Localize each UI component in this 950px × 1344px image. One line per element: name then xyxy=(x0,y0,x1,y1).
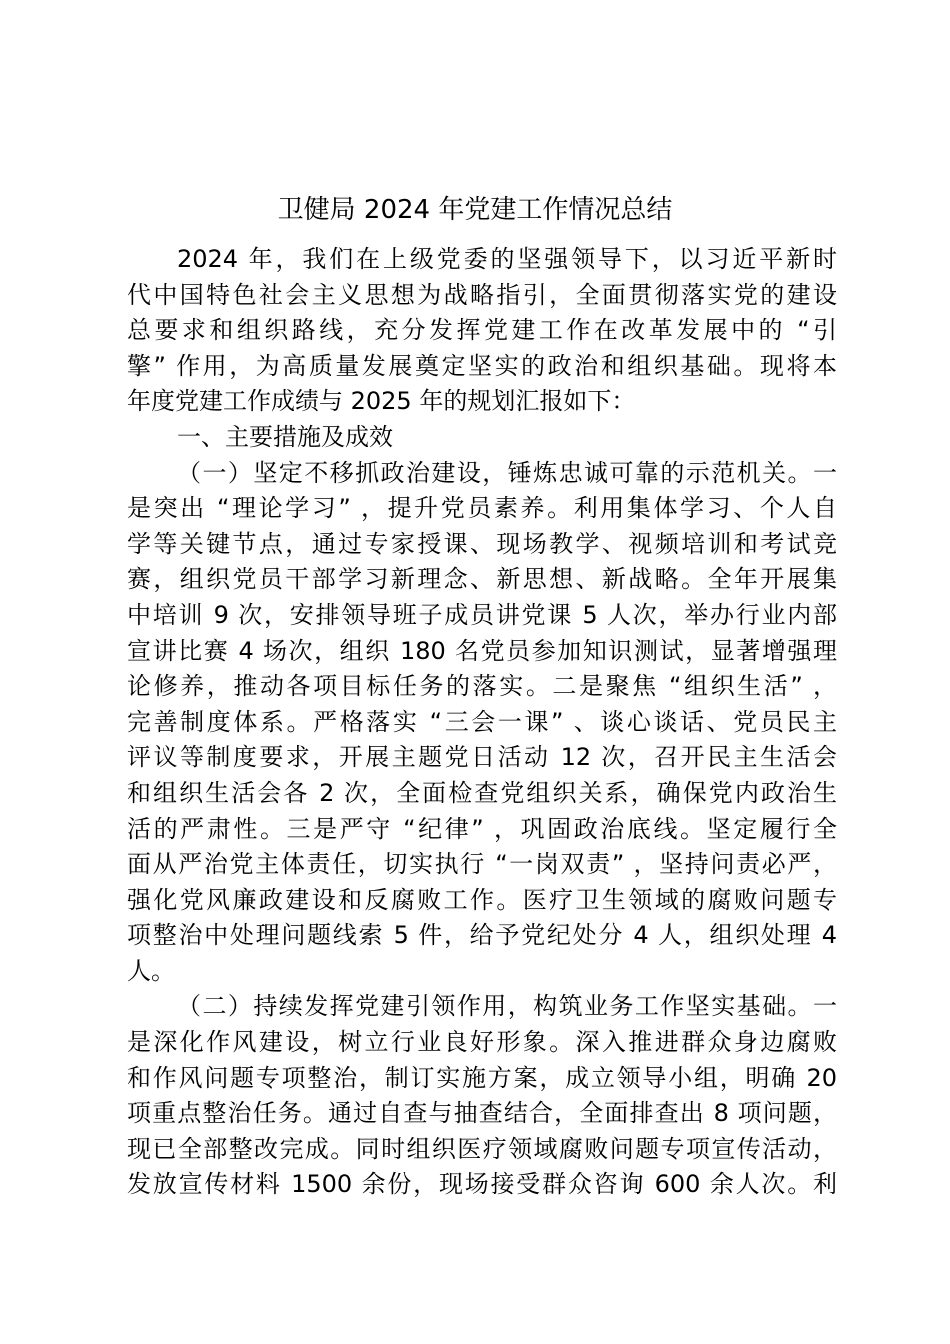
paragraph-line: 项重点整治任务。通过自查与抽查结合，全面排查出 8 项问题， xyxy=(127,1099,837,1128)
paragraph-line: 宣讲比赛 4 场次，组织 180 名党员参加知识测试，显著增强理 xyxy=(127,636,837,665)
paragraph-line: 年度党建工作成绩与 2025 年的规划汇报如下： xyxy=(127,387,636,416)
paragraph-line: 代中国特色社会主义思想为战略指引，全面贯彻落实党的建设 xyxy=(127,280,837,309)
paragraph-line: （二）持续发挥党建引领作用，构筑业务工作坚实基础。一 xyxy=(177,992,837,1021)
paragraph-line: 赛，组织党员干部学习新理念、新思想、新战略。全年开展集 xyxy=(127,565,837,594)
paragraph-line: 现已全部整改完成。同时组织医疗领域腐败问题专项宣传活动， xyxy=(127,1134,837,1163)
paragraph-line: 中培训 9 次，安排领导班子成员讲党课 5 人次，举办行业内部 xyxy=(127,600,837,629)
paragraph-line: 面从严治党主体责任，切实执行 “一岗双责” ，坚持问责必严， xyxy=(127,850,837,879)
paragraph-line: 和组织生活会各 2 次，全面检查党组织关系，确保党内政治生 xyxy=(127,778,837,807)
paragraph-line: 人。 xyxy=(127,956,175,985)
paragraph-line: 擎” 作用，为高质量发展奠定坚实的政治和组织基础。现将本 xyxy=(127,351,837,380)
document-title: 卫健局 2024 年党建工作情况总结 xyxy=(277,195,673,225)
paragraph-line: 是深化作风建设，树立行业良好形象。深入推进群众身边腐败 xyxy=(127,1028,837,1057)
paragraph-line: 发放宣传材料 1500 余份，现场接受群众咨询 600 余人次。利 xyxy=(127,1170,837,1199)
paragraph-line: 活的严肃性。三是严守 “纪律” ，巩固政治底线。坚定履行全 xyxy=(127,814,837,843)
paragraph-line: 2024 年，我们在上级党委的坚强领导下，以习近平新时 xyxy=(177,245,837,273)
paragraph-line: 强化党风廉政建设和反腐败工作。医疗卫生领域的腐败问题专 xyxy=(127,885,837,914)
paragraph-line: 评议等制度要求，开展主题党日活动 12 次，召开民主生活会 xyxy=(127,743,837,772)
paragraph-line: 学等关键节点，通过专家授课、现场教学、视频培训和考试竞 xyxy=(127,529,837,558)
paragraph-line: （一）坚定不移抓政治建设，锤炼忠诚可靠的示范机关。一 xyxy=(177,458,837,487)
section-heading: 一、主要措施及成效 xyxy=(177,422,393,451)
paragraph-line: 完善制度体系。严格落实 “三会一课” 、谈心谈话、党员民主 xyxy=(127,707,837,736)
paragraph-line: 总要求和组织路线，充分发挥党建工作在改革发展中的 “引 xyxy=(127,316,837,345)
document-body xyxy=(127,242,837,1203)
paragraph-line: 项整治中处理问题线索 5 件，给予党纪处分 4 人，组织处理 4 xyxy=(127,921,837,950)
paragraph-line: 和作风问题专项整治，制订实施方案，成立领导小组，明确 20 xyxy=(127,1063,837,1092)
paragraph-line: 是突出 “理论学习” ，提升党员素养。利用集体学习、个人自 xyxy=(127,494,837,523)
paragraph-line: 论修养，推动各项目标任务的落实。二是聚焦 “组织生活” ， xyxy=(127,672,837,701)
